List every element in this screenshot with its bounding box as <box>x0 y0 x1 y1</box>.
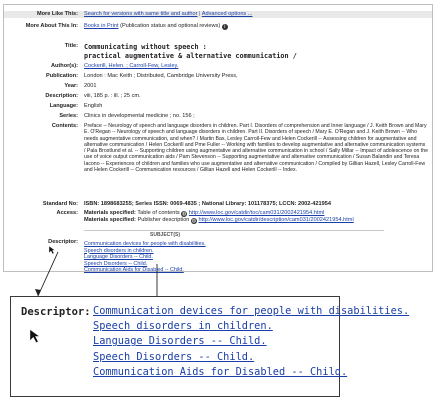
descriptor-link-small[interactable]: Language Disorders -- Child. <box>84 254 153 261</box>
info-icon[interactable]: i <box>222 24 228 30</box>
label-year: Year: <box>64 83 78 89</box>
materials-text-1: Table of contents <box>137 210 180 216</box>
pointer-cursor-icon <box>48 245 56 255</box>
link-table-of-contents[interactable]: http://www.loc.gov/catdir/toc/cam031/2002421954.html <box>188 210 325 216</box>
descriptor-link-small[interactable]: Speech Disorders -- Child. <box>84 260 148 267</box>
row-more-like-this: More Like This: Search for versions with same title and author | Advanced options ... <box>4 11 432 18</box>
descriptor-link-zoom[interactable]: Communication devices for people with disabilities. <box>93 305 410 317</box>
pointer-cursor-icon <box>28 327 42 345</box>
globe-icon: ◍ <box>191 218 197 225</box>
year-value: 2001 <box>84 83 97 89</box>
label-series: Series: <box>59 113 78 119</box>
title-line-1: Communicating without speech : <box>84 43 207 51</box>
descriptor-link-small[interactable]: Speech disorders in children. <box>84 247 154 254</box>
subjects-divider <box>84 230 384 231</box>
materials-label-2: Materials specified: <box>84 217 136 224</box>
materials-label-1: Materials specified: <box>84 210 136 216</box>
label-description: Description: <box>45 93 78 99</box>
label-more-about: More About This In: <box>25 23 78 29</box>
materials-text-2: Publisher description <box>137 217 190 224</box>
globe-icon: ◍ <box>182 211 187 217</box>
link-advanced-options[interactable]: Advanced options ... <box>201 11 253 17</box>
isbn-value: ISBN: 1898683255; Series ISSN: 0069-4835 ; <box>84 201 201 207</box>
label-access: Access: <box>56 210 78 216</box>
descriptor-link-zoom[interactable]: Language Disorders -- Child. <box>93 335 267 348</box>
label-contents: Contents: <box>51 123 78 129</box>
link-publisher-description[interactable]: http://www.loc.gov/catdir/description/cam031/2002421954.html <box>198 217 354 224</box>
title-line-2: practical augmentative & alternative communication / <box>84 51 297 60</box>
language-value: English <box>84 103 103 109</box>
label-language: Language: <box>49 103 78 109</box>
publication-value: London : Mac Keith ; Distributed, Cambridge University Press, <box>84 73 238 79</box>
link-authors[interactable]: Cockerill, Helen. ; Carroll-Few, Lesley. <box>84 63 179 69</box>
label-publication: Publication: <box>45 73 78 79</box>
books-in-print-note: (Publication status and optional reviews) <box>120 23 221 29</box>
lccn-value: LCCN: 2002-421954 <box>279 201 331 207</box>
description-value: viii, 185 p. : ill. ; 25 cm. <box>84 93 141 99</box>
descriptor-link-zoom[interactable]: Speech disorders in children. <box>93 320 273 333</box>
label-author: Author(s): <box>50 63 78 69</box>
descriptor-link-small[interactable]: Communication Aids for Disabled -- Child. <box>84 267 184 274</box>
label-standard-no: Standard No: <box>42 201 78 207</box>
descriptor-link-small[interactable]: Communication devices for people with disabilities. <box>84 241 206 247</box>
descriptor-link-zoom[interactable]: Communication Aids for Disabled -- Child. <box>93 365 348 378</box>
series-value: Clinics in developmental medicine ; no. 156 ; <box>84 113 195 119</box>
label-descriptor-small: Descriptor: <box>48 239 78 245</box>
descriptor-link-zoom[interactable]: Speech Disorders -- Child. <box>93 350 255 363</box>
subjects-header: SUBJECT(S) <box>150 232 181 238</box>
label-descriptor-zoom: Descriptor: <box>21 306 91 318</box>
descriptor-list-zoom <box>93 304 409 380</box>
record-panel <box>3 4 433 272</box>
contents-value: Preface -- Neurology of speech and language disorders in children. Part I. Disorders of comprehension and Inner language / J. Keith Brown and Mary E. O'Regan -- Neurology of speech and language disorders in children. Part II. Disorders of speech / Mary E. O'Regan and J. Keith Brown -- Who needs augmentative communication, and when? / Martin Bax, Lesley Carroll-Few and Helen Cockerill -- Assessing children for augmentative and alternative communication / Helen Cockerill and Pme Fuller -- Working with families to develop augmentative and alternative communication systems / Pala Brostlund et al. -- Supporting children using augmentative and alternative communication in school / Sally Millar -- Impact of adolescence on the use of voice output communication aids / Pam Stevenson -- Supporting augmentative and alternative communication / Susan Balandin and Teresa Iacono -- Experiences of children and families who use augmentative and alternative communication / Compiled by Gillian Hazell, Lesley Carroll-Few and Helen Cockerill -- Communication resources / Gillian Hazell and Helen Cockerill -- Index. <box>84 123 428 174</box>
descriptor-zoom-box <box>10 296 410 397</box>
link-search-versions[interactable]: Search for versions with same title and author <box>84 11 198 17</box>
link-books-in-print[interactable]: Books in Print <box>84 23 119 29</box>
label-title: Title: <box>64 43 78 49</box>
label-more-like-this: More Like This: <box>36 11 78 17</box>
descriptor-list-small <box>84 241 206 274</box>
national-library-value: National Library: 101178375; <box>201 201 278 207</box>
